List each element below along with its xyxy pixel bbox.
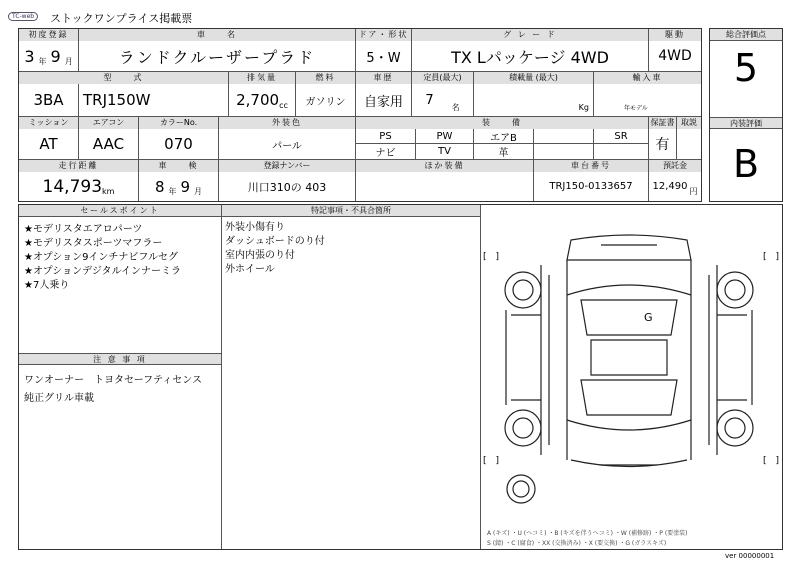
note-item: ダッシュボードのり付 (225, 236, 325, 247)
mileage-value: 14,793 (42, 176, 103, 197)
label-drive: 駆動 (649, 29, 701, 41)
label-color-no: カラーNo. (139, 117, 219, 129)
sales-point: ★オプション9インチナビフルセグ (24, 252, 179, 263)
displacement-value: 2,700 (236, 91, 280, 109)
chassis-number: TRJ150-0133657 (534, 172, 649, 201)
caution-list (24, 375, 214, 405)
mission: AT (19, 129, 79, 159)
equip-blank-2 (534, 144, 594, 159)
bracket-bottom-right: [ ] (763, 456, 780, 466)
note-item: 外装小傷有り (225, 222, 285, 233)
yen-unit: 円 (689, 187, 698, 196)
page-title: ストックワンプライス掲載票 (50, 12, 193, 25)
sales-point: ★モデリスタスポーツマフラー (24, 238, 163, 249)
label-mileage: 走行距離 (19, 160, 139, 172)
label-manual: 取説 (677, 117, 701, 129)
year-unit: 年 (38, 56, 47, 66)
label-overall-rating: 総合評価点 (710, 29, 782, 41)
history: 自家用 (356, 84, 412, 116)
sales-point: ★モデリスタエアロパーツ (24, 224, 143, 235)
version: ver 00000001 (725, 552, 775, 560)
import (594, 84, 701, 116)
car-name: ランドクルーザープラド (79, 41, 356, 71)
equip-tv: TV (416, 144, 474, 159)
label-notes: 特記事項・不具合箇所 (222, 205, 480, 217)
deposit-value: 12,490 (652, 181, 688, 192)
capacity-value: 7 (425, 92, 434, 108)
label-price: 預託金 (649, 160, 701, 172)
sales-point: ★7人乗り (24, 280, 70, 291)
first-reg-month: 9 (50, 46, 61, 66)
person-unit: 名 (451, 102, 460, 112)
bracket-top-left: [ ] (483, 252, 500, 262)
equip-airbag: エアB (474, 129, 534, 144)
label-fuel: 燃料 (296, 72, 356, 84)
label-aircon: エアコン (79, 117, 139, 129)
label-chassis: 車台番号 (534, 160, 649, 172)
equip-blank-3 (594, 144, 649, 159)
sales-points-list (24, 223, 181, 293)
other-equip (356, 172, 534, 201)
label-grade: グ レ ー ド (412, 29, 649, 41)
year-model: 年モデル (624, 105, 648, 112)
capacity (412, 84, 474, 116)
label-warranty: 保証書 (649, 117, 677, 129)
notes-list (225, 221, 325, 277)
grade: TX Lパッケージ 4WD (412, 41, 649, 71)
equip-pw: PW (416, 129, 474, 144)
equip-navi: ナビ (356, 144, 416, 159)
label-displacement: 排気量 (229, 72, 296, 84)
inspection (139, 172, 219, 201)
drive: 4WD (658, 48, 692, 64)
note-item: 室内内張のり付 (225, 250, 295, 261)
month-unit: 月 (64, 56, 73, 66)
label-exterior: 外装色 (219, 117, 356, 129)
note-item: 外ホイール (225, 264, 275, 275)
first-reg (19, 41, 79, 71)
label-load: 積載量 (最大) (474, 72, 594, 84)
load (474, 84, 594, 116)
label-first-reg: 初度登録 (19, 29, 79, 41)
kg-unit: Kg (578, 103, 589, 112)
label-equipment: 装 備 (356, 117, 649, 129)
sales-point: ★オプションデジタルインナーミラ (24, 266, 181, 277)
plate-number: 川口310の 403 (219, 172, 356, 201)
label-interior-rating: 内装評価 (710, 117, 782, 129)
overall-rating: 5 (733, 46, 759, 90)
caution-item: ワンオーナー トヨタセーフティセンス (24, 375, 202, 386)
equip-blank-1 (534, 129, 594, 144)
label-mission: ミッション (19, 117, 79, 129)
legend-line-2: S (錆) ・C (腐食) ・XX (交換済み) ・X (要交換) ・G (ガラスキズ) (487, 540, 667, 547)
cc-unit: cc (279, 100, 288, 110)
label-capacity: 定員(最大) (412, 72, 474, 84)
legend-line-1: A (キズ) ・U (ヘコミ) ・B (キズを伴うヘコミ) ・W (補修跡) ・P (要塗装) (487, 530, 688, 537)
mileage (19, 172, 139, 201)
damage-mark-g: G (644, 311, 653, 324)
label-other-equip: ほか装備 (356, 160, 534, 172)
model-prefix: 3BA (19, 84, 79, 116)
equip-sr: SR (594, 129, 649, 144)
displacement (229, 84, 296, 116)
label-caution: 注 意 事 項 (19, 353, 221, 365)
fuel: ガソリン (296, 84, 356, 116)
label-car-name: 車 名 (79, 29, 356, 41)
label-import: 輸入車 (594, 72, 701, 84)
label-history: 車歴 (356, 72, 412, 84)
inspection-year: 8 (154, 177, 165, 196)
label-plate: 登録ナンバー (219, 160, 356, 172)
caution-item: 純正グリル車載 (24, 393, 94, 404)
bracket-bottom-left: [ ] (483, 456, 500, 466)
color-no: 070 (139, 129, 219, 159)
label-inspection: 車 検 (139, 160, 219, 172)
insp-month-unit: 月 (194, 187, 203, 196)
logo: TC-web (8, 12, 38, 21)
interior-rating: B (732, 142, 760, 186)
door-type: 5・W (356, 41, 412, 71)
label-door: ドア・形状 (356, 29, 412, 41)
first-reg-year: 3 (24, 46, 35, 66)
equip-leather: 革 (474, 144, 534, 159)
label-sales-points: セールスポイント (19, 205, 221, 217)
insp-year-unit: 年 (168, 187, 177, 196)
warranty: 有 (649, 129, 677, 159)
equip-ps: PS (356, 129, 416, 144)
km-unit: km (102, 187, 115, 196)
deposit (649, 172, 701, 201)
aircon: AAC (79, 129, 139, 159)
label-model: 型 式 (19, 72, 229, 84)
bracket-top-right: [ ] (763, 252, 780, 262)
manual (677, 129, 701, 159)
inspection-month: 9 (180, 177, 191, 196)
model: TRJ150W (79, 84, 229, 116)
car-damage-diagram (481, 205, 782, 549)
exterior-color: パール (219, 129, 356, 159)
